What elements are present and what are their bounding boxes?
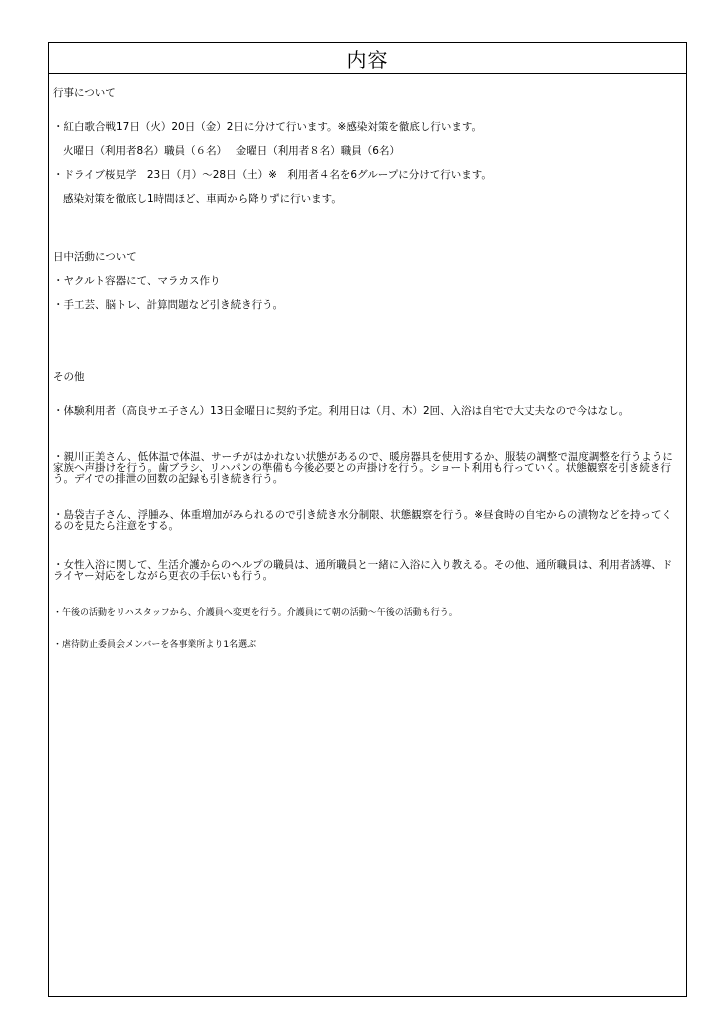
other-item-6: ・虐待防止委員会メンバーを各事業所より1名選ぶ — [53, 640, 257, 650]
title-bar — [49, 43, 686, 74]
other-item-3: ・島袋吉子さん、浮腫み、体重増加がみられるので引き続き水分制限、状態観察を行う。※昼食時の自宅からの漬物などを持ってくるのを見たら注意をする。 — [53, 509, 673, 532]
other-item-5: ・午後の活動をリハスタッフから、介護員へ変更を行う。介護員にて朝の活動～午後の活動も行う。 — [53, 608, 458, 618]
events-line-3: ・ドライブ桜見学 23日（月）～28日（土）※ 利用者４名を6グループに分けて行います。 — [53, 169, 492, 181]
other-heading: その他 — [53, 371, 85, 383]
content-frame — [48, 42, 687, 997]
daytime-heading: 日中活動について — [53, 251, 137, 263]
other-item-2: ・親川正美さん、低体温で体温、サーチがはかれない状態があるので、暖房器具を使用するか、服装の調整で温度調整を行うように家族へ声掛けを行う。歯ブラシ、リハパンの準備も今後必要との声掛けを行う。ショート利用も行っていく。状態観察を引き続き行う。デイでの排泄の回数の記録も引き続き行う。 — [53, 451, 673, 485]
daytime-line-1: ・ヤクルト容器にて、マラカス作り — [53, 275, 221, 287]
other-item-4: ・女性入浴に関して、生活介護からのヘルプの職員は、通所職員と一緒に入浴に入り教える。その他、通所職員は、利用者誘導、ドライヤー対応をしながら更衣の手伝いも行う。 — [53, 559, 673, 582]
events-line-2: 火曜日（利用者8名）職員（６名） 金曜日（利用者８名）職員（6名） — [63, 145, 400, 157]
other-item-1: ・体験利用者（高良サエ子さん）13日金曜日に契約予定。利用日は（月、木）2回、入浴は自宅で大丈夫なので今はなし。 — [53, 405, 630, 417]
events-heading: 行事について — [53, 87, 116, 99]
page-title: 内容 — [346, 47, 389, 72]
daytime-line-2: ・手工芸、脳トレ、計算問題など引き続き行う。 — [53, 299, 284, 311]
events-line-4: 感染対策を徹底し1時間ほど、車両から降りずに行います。 — [63, 193, 342, 205]
events-line-1: ・紅白歌合戦17日（火）20日（金）2日に分けて行います。※感染対策を徹底し行います。 — [53, 121, 483, 133]
